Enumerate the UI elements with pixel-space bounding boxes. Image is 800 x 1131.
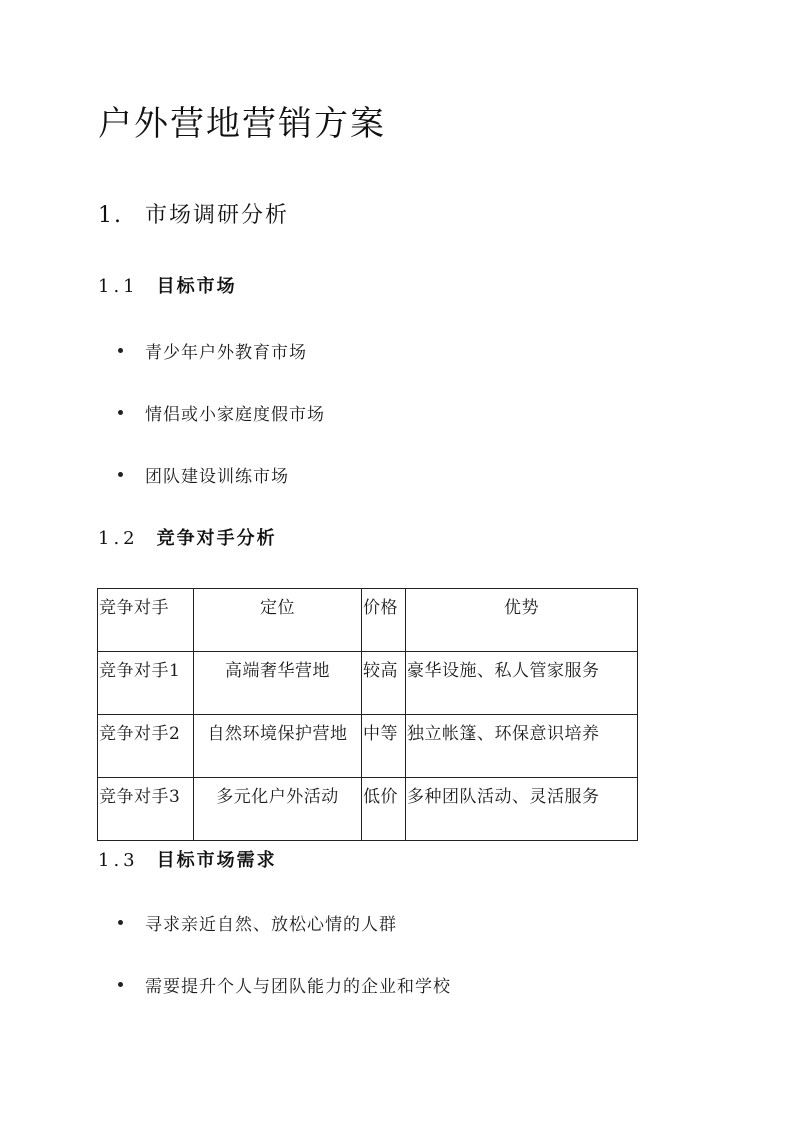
list-item-text: 青少年户外教育市场 — [145, 343, 307, 363]
bullet-icon — [118, 920, 123, 925]
section-1-2-heading — [98, 524, 277, 550]
bullet-icon — [118, 472, 123, 477]
section-1-1-number: 1.1 — [98, 276, 139, 297]
list-item — [118, 338, 307, 363]
section-1-3-heading — [98, 846, 277, 872]
section-1-3-title: 目标市场需求 — [156, 850, 277, 871]
section-1-1-heading — [98, 272, 237, 298]
list-item — [118, 462, 289, 487]
table-row — [98, 778, 638, 841]
table-header-cell: 定位 — [194, 589, 362, 652]
section-1-title: 市场调研分析 — [145, 203, 290, 228]
table-header-row — [98, 589, 638, 652]
list-item-text: 寻求亲近自然、放松心情的人群 — [145, 915, 397, 935]
table-cell: 低价 — [362, 778, 406, 841]
table-cell: 多元化户外活动 — [194, 778, 362, 841]
table-header-cell: 竞争对手 — [98, 589, 194, 652]
list-item — [118, 400, 325, 425]
bullet-icon — [118, 410, 123, 415]
list-item-text: 团队建设训练市场 — [145, 467, 289, 487]
table-cell: 多种团队活动、灵活服务 — [406, 778, 638, 841]
section-1-heading — [98, 198, 289, 229]
table-cell: 竞争对手2 — [98, 715, 194, 778]
list-item — [118, 972, 451, 997]
table-cell: 较高 — [362, 652, 406, 715]
document-title: 户外营地营销方案 — [98, 104, 386, 144]
bullet-icon — [118, 348, 123, 353]
table-cell: 竞争对手1 — [98, 652, 194, 715]
section-1-2-title: 竞争对手分析 — [156, 528, 277, 549]
table-row — [98, 652, 638, 715]
table-cell: 自然环境保护营地 — [194, 715, 362, 778]
section-1-3-number: 1.3 — [98, 850, 139, 871]
list-item-text: 情侣或小家庭度假市场 — [145, 405, 325, 425]
table-cell: 豪华设施、私人管家服务 — [406, 652, 638, 715]
section-1-number: 1. — [98, 203, 123, 228]
section-1-1-title: 目标市场 — [156, 276, 237, 297]
bullet-icon — [118, 982, 123, 987]
table-cell: 独立帐篷、环保意识培养 — [406, 715, 638, 778]
table-cell: 竞争对手3 — [98, 778, 194, 841]
table-cell: 中等 — [362, 715, 406, 778]
table-header-cell: 优势 — [406, 589, 638, 652]
list-item-text: 需要提升个人与团队能力的企业和学校 — [145, 977, 451, 997]
competitor-table — [97, 588, 638, 841]
list-item — [118, 910, 397, 935]
table-cell: 高端奢华营地 — [194, 652, 362, 715]
table-header-cell: 价格 — [362, 589, 406, 652]
section-1-2-number: 1.2 — [98, 528, 139, 549]
table-row — [98, 715, 638, 778]
